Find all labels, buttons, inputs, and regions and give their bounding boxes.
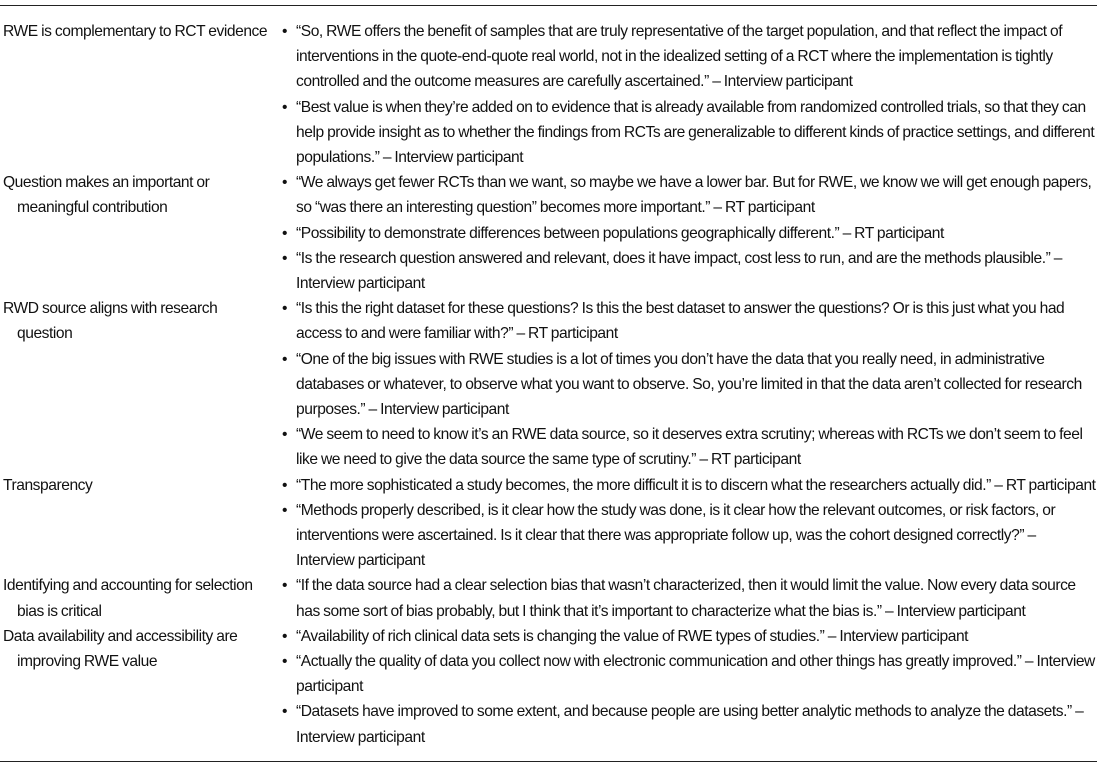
quote-list: [279, 624, 1097, 750]
quote-item: [279, 95, 1097, 171]
theme-label: Data availability and accessibility are improving RWE value: [3, 627, 238, 671]
bullet-icon: •: [282, 426, 288, 444]
table-row: [0, 296, 1097, 472]
quote-text: “So, RWE offers the benefit of samples that are truly representative of the target population, and that reflect the impact of interventions in the quote-end-quote real world, not in the idealized setting of a RCT where the implementation is tightly controlled and the outcome measures are carefully ascertained.” – Interview participant: [296, 23, 1063, 91]
theme-label: Identifying and accounting for selection bias is critical: [3, 577, 253, 620]
table-row: [0, 473, 1097, 574]
quote-list: [279, 473, 1097, 574]
bullet-icon: •: [282, 501, 288, 519]
bullet-icon: •: [282, 627, 288, 645]
quote-text: “If the data source had a clear selection bias that wasn’t characterized, then it would limit the value. Now every data source has some sort of bias probably, but I think that it’s important to characterize what the bias is.” – Interview participant: [296, 577, 1076, 620]
quote-item: [279, 246, 1097, 296]
theme-cell: [0, 573, 279, 623]
quote-list: [279, 170, 1097, 296]
quote-item: [279, 422, 1097, 472]
bullet-icon: •: [282, 577, 288, 595]
quote-text: “The more sophisticated a study becomes, the more difficult it is to discern what the researchers actually did.” – RT participant: [296, 476, 1096, 494]
bullet-icon: •: [282, 98, 288, 116]
quote-item: [279, 296, 1097, 346]
quote-text: “Best value is when they’re added on to evidence that is already available from randomized controlled trials, so that they can help provide insight as to whether the findings from RCTs are generalizable to different kinds of practice settings, and different populations.” – Interview participant: [296, 98, 1095, 167]
bullet-icon: •: [282, 476, 288, 494]
quote-item: [279, 573, 1097, 623]
quote-list: [279, 296, 1097, 472]
quote-text: “Actually the quality of data you collect now with electronic communication and other things has greatly improved.” – Interview participant: [296, 653, 1095, 696]
theme-label: RWE is complementary to RCT evidence: [3, 23, 268, 40]
table-row: [0, 170, 1097, 296]
bullet-icon: •: [282, 174, 288, 192]
bullet-icon: •: [282, 249, 288, 267]
quote-text: “Possibility to demonstrate differences between populations geographically different.” – RT participant: [296, 224, 944, 242]
quote-item: [279, 347, 1097, 423]
bullet-icon: •: [282, 224, 288, 242]
quote-text: “Methods properly described, is it clear how the study was done, is it clear how the relevant outcomes, or risk factors, or interventions were ascertained. Is it clear that there was appropriate follow up, was the cohort designed correctly?” – Interview participant: [296, 501, 1056, 570]
bullet-icon: •: [282, 653, 288, 671]
theme-label: Transparency: [3, 476, 93, 494]
theme-label: Question makes an important or meaningful contribution: [3, 174, 210, 217]
quote-item: [279, 649, 1097, 699]
themes-quotes-table: [0, 19, 1097, 750]
bullet-icon: •: [282, 300, 288, 318]
quote-text: “We always get fewer RCTs than we want, so maybe we have a lower bar. But for RWE, we know we will get enough papers, so “was there an interesting question” becomes more important.” – RT participant: [296, 174, 1092, 217]
quote-text: “Is this the right dataset for these questions? Is this the best dataset to answer the questions? Or is this just what you had access to and were familiar with?” – RT participant: [296, 300, 1065, 343]
theme-cell: [0, 473, 279, 574]
quote-text: “One of the big issues with RWE studies is a lot of times you don’t have the data that you really need, in administrative databases or whatever, to observe what you want to observe. So, you’re limited in that the data aren’t collected for research purposes.” – Interview participant: [296, 350, 1082, 419]
table-row: [0, 624, 1097, 750]
theme-cell: [0, 170, 279, 296]
quote-item: [279, 624, 1097, 649]
quote-item: [279, 170, 1097, 220]
quote-item: [279, 699, 1097, 749]
quote-text: “We seem to need to know it’s an RWE data source, so it deserves extra scrutiny; whereas with RCTs we don’t seem to feel like we need to give the data source the same type of scrutiny.” – RT participant: [296, 426, 1083, 469]
quote-list: [279, 573, 1097, 623]
table-row: [0, 19, 1097, 170]
theme-label: RWD source aligns with research question: [3, 300, 218, 343]
bullet-icon: •: [282, 703, 288, 721]
quote-item: [279, 498, 1097, 574]
table-top-rule: [0, 5, 1097, 6]
table-row: [0, 573, 1097, 623]
bullet-icon: •: [282, 350, 288, 368]
quote-text: “Is the research question answered and relevant, does it have impact, cost less to run, and are the methods plausible.” – Interview participant: [296, 249, 1062, 293]
quote-item: [279, 221, 1097, 246]
quote-item: [279, 473, 1097, 498]
quote-list: [279, 19, 1097, 170]
quote-item: [279, 19, 1097, 95]
quote-text: “Availability of rich clinical data sets is changing the value of RWE types of studies.” – Interview participant: [296, 627, 969, 645]
theme-cell: [0, 624, 279, 750]
bullet-icon: •: [282, 23, 288, 40]
theme-cell: [0, 19, 279, 170]
table-bottom-rule: [0, 761, 1097, 762]
quote-text: “Datasets have improved to some extent, and because people are using better analytic methods to analyze the datasets.” – Interview participant: [296, 703, 1084, 746]
theme-cell: [0, 296, 279, 472]
